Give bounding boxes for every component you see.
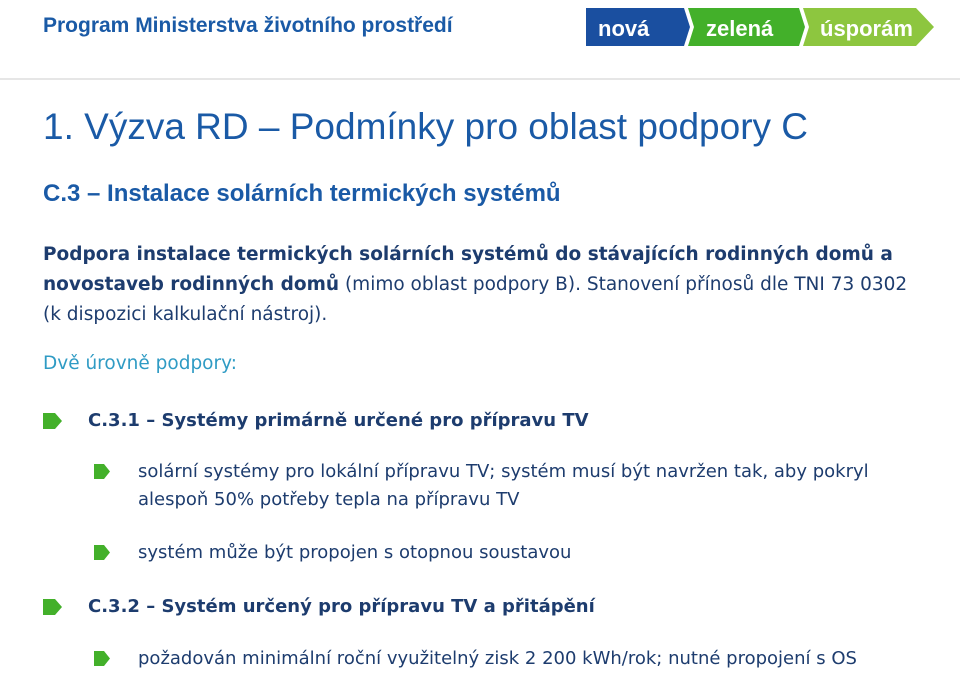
green-tag-bullet-icon — [94, 544, 111, 561]
bullet-c31 — [43, 407, 589, 435]
intro-line-1: Podpora instalace termických solárních systémů do stávajících rodinných domů a — [43, 244, 893, 265]
program-title: Program Ministerstva životního prostředí — [43, 14, 453, 37]
green-tag-bullet-icon — [94, 463, 111, 480]
slide-subtitle: C.3 – Instalace solárních termických systémů — [43, 180, 561, 207]
intro-line-2 — [43, 270, 923, 300]
intro-paragraph — [43, 240, 923, 330]
bullet-c32-text: C.3.2 – Systém určený pro přípravu TV a přitápění — [88, 596, 595, 617]
intro-line-2-bold: novostaveb rodinných domů — [43, 274, 340, 295]
slide-title: 1. Výzva RD – Podmínky pro oblast podpory C — [43, 106, 809, 147]
bullet-c31-sub2 — [94, 539, 571, 567]
intro-line-2-rest: (mimo oblast podpory B). Stanovení přínosů dle TNI 73 0302 — [339, 274, 908, 295]
bullet-c31-text: C.3.1 – Systémy primárně určené pro přípravu TV — [88, 410, 589, 431]
bullet-c32-sub1 — [94, 645, 857, 673]
nova-zelena-usporam-logo — [586, 6, 936, 48]
bullet-c32-sub1-text: požadován minimální roční využitelný zisk 2 200 kWh/rok; nutné propojení s OS — [138, 648, 857, 669]
logo-word-nova: nová — [598, 16, 650, 41]
bullet-c31-sub1-text — [138, 458, 869, 514]
green-tag-bullet-icon — [43, 411, 63, 431]
green-tag-bullet-icon — [43, 597, 63, 617]
bullet-c31-sub1-line-2: alespoň 50% potřeby tepla na přípravu TV — [138, 489, 520, 510]
bullet-c31-sub1-line-1: solární systémy pro lokální přípravu TV; systém musí být navržen tak, aby pokryl — [138, 461, 869, 482]
header-divider — [0, 78, 960, 80]
bullet-c31-sub2-text: systém může být propojen s otopnou soustavou — [138, 542, 572, 563]
green-tag-bullet-icon — [94, 650, 111, 667]
bullet-c32 — [43, 593, 595, 621]
bullet-c31-sub1 — [94, 458, 924, 514]
slide-header — [0, 0, 960, 80]
intro-line-3: (k dispozici kalkulační nástroj). — [43, 304, 328, 325]
logo-word-usporam: úsporám — [820, 16, 913, 41]
levels-heading: Dvě úrovně podpory: — [43, 353, 237, 374]
logo-word-zelena: zelená — [706, 16, 774, 41]
